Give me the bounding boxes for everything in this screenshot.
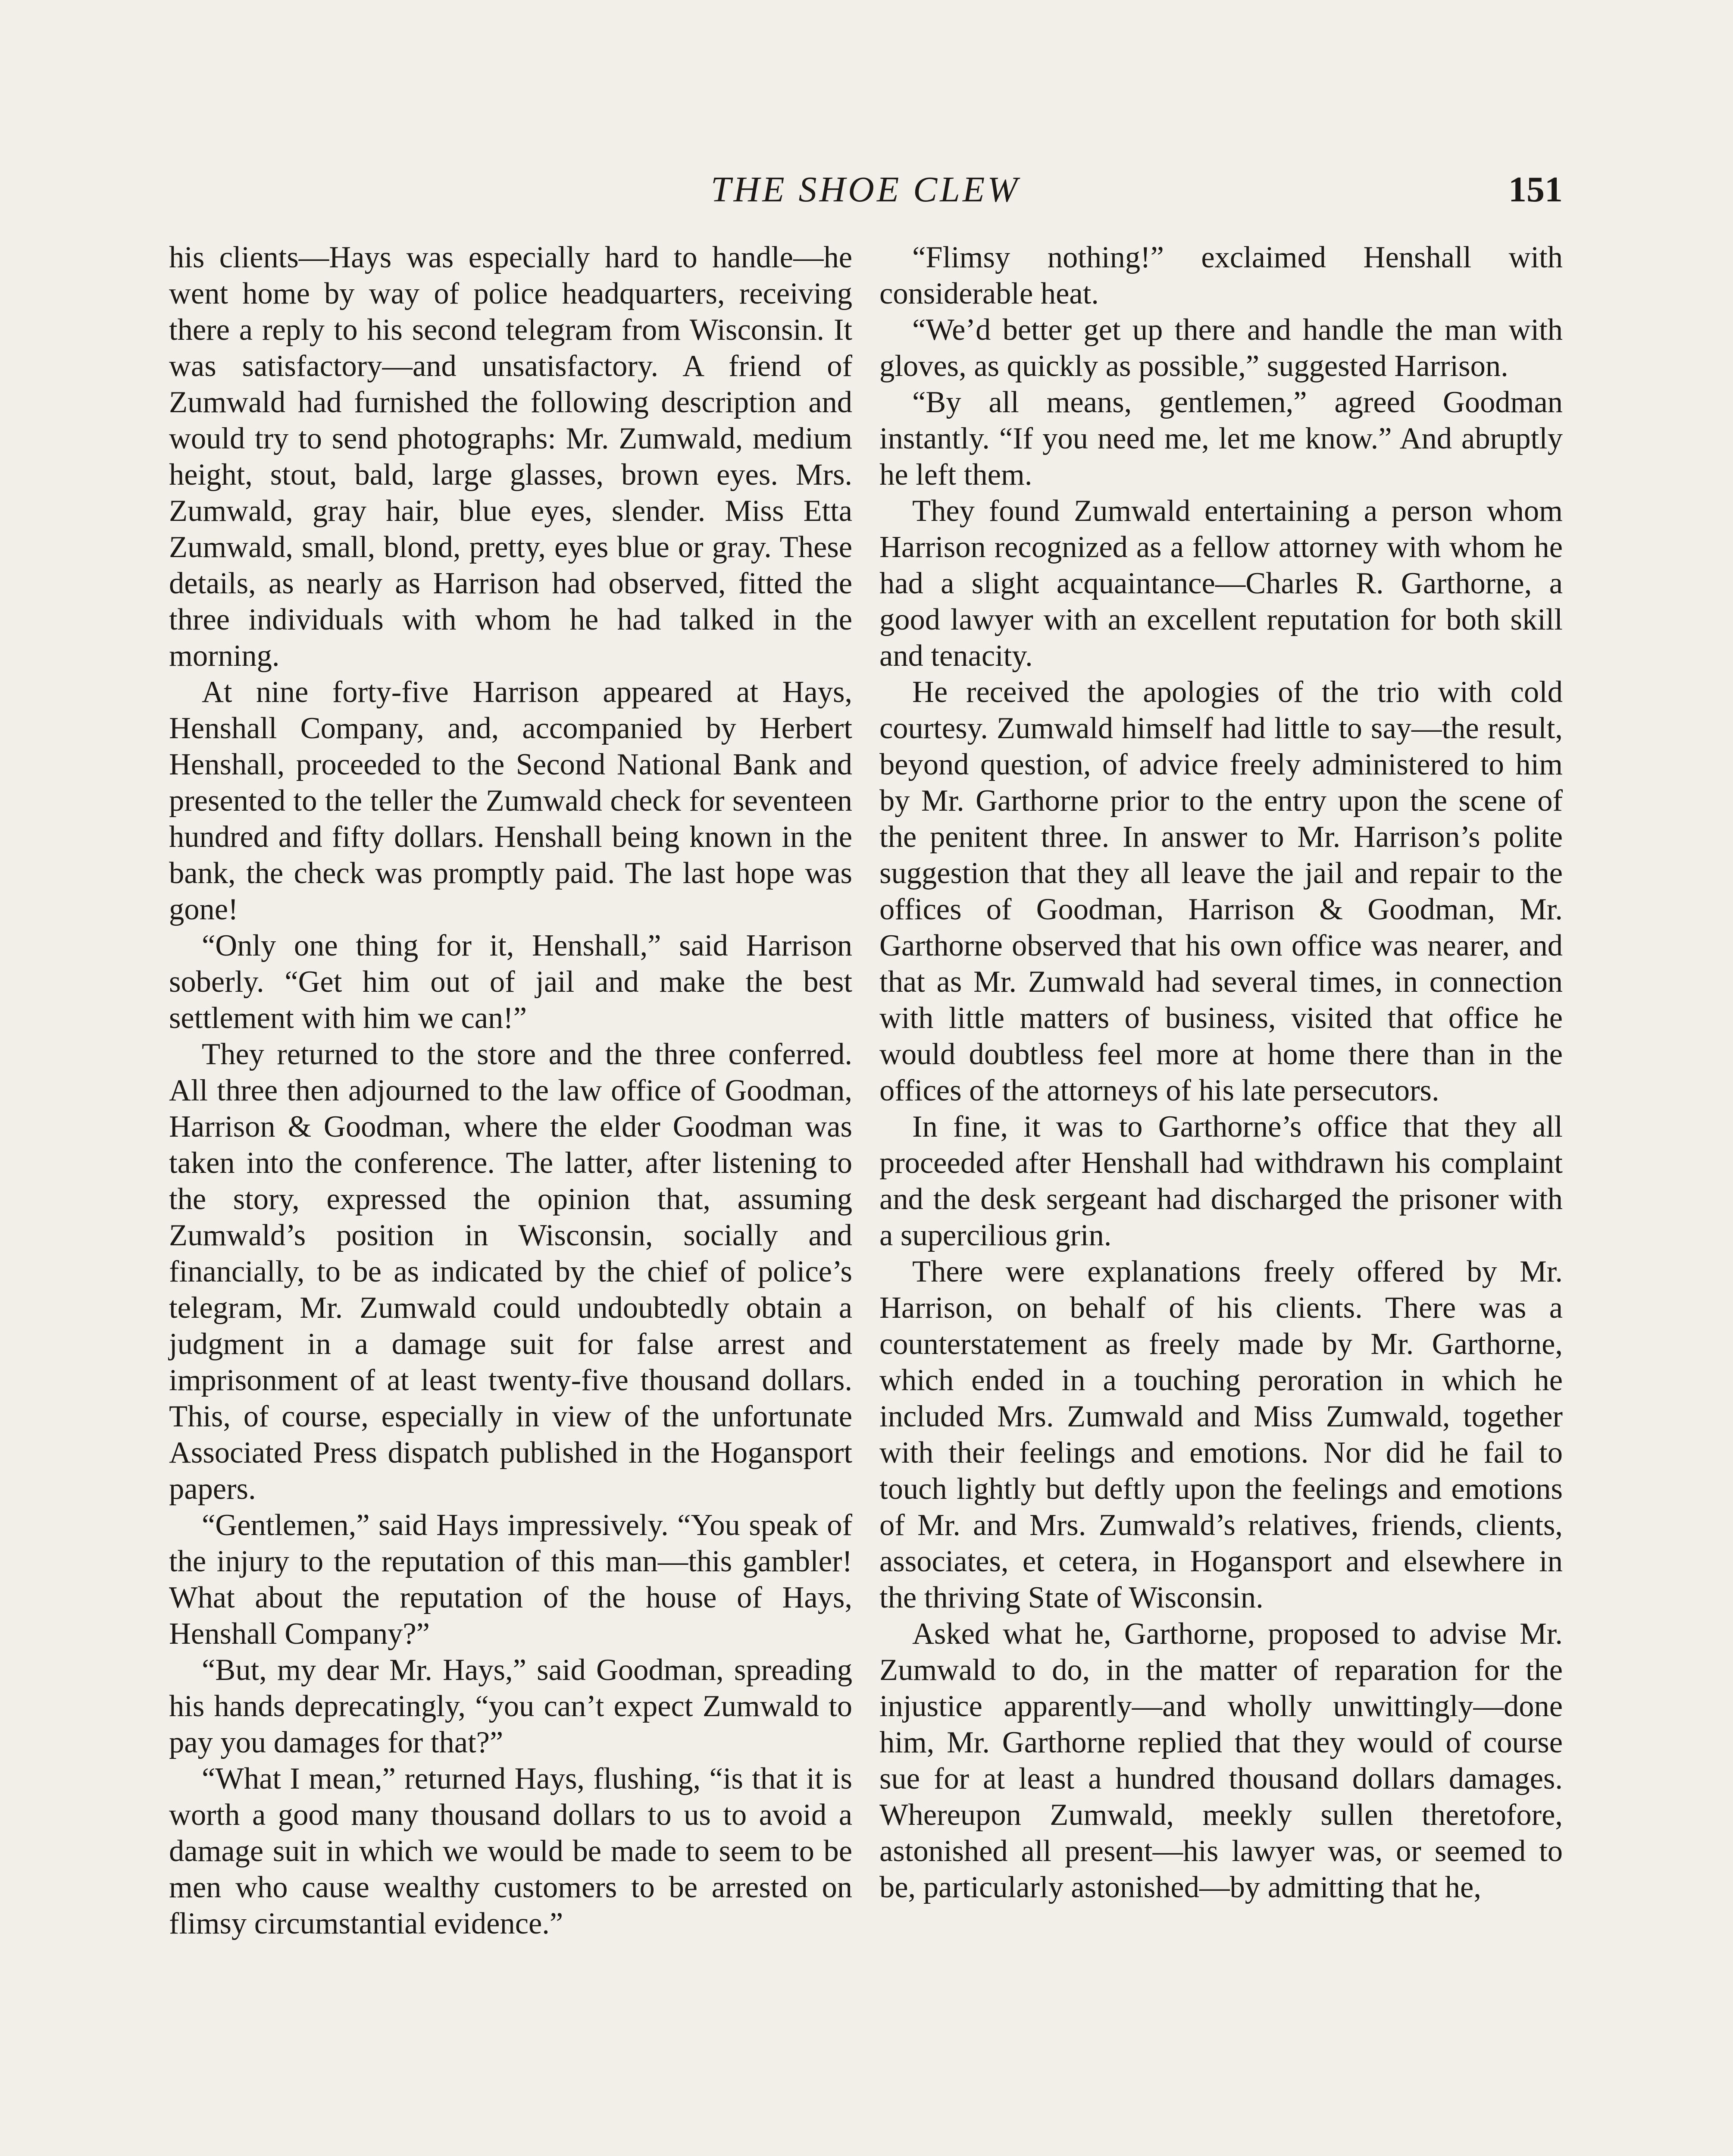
- paragraph: “Flimsy nothing!” exclaimed Henshall with considerable heat.: [879, 241, 1563, 310]
- paragraph: He received the apologies of the trio with cold courtesy. Zumwald himself had little to say—the result, beyond question, of advice freely administered to him by Mr. Garthorne prior to the entry upon the scene of the penitent three. In answer to Mr. Harrison’s polite suggestion that they all leave the jail and repair to the offices of Goodman, Harrison & Goodman, Mr. Garthorne observed that his own office was nearer, and that as Mr. Zumwald had several times, in connection with little matters of business, visited that office he would doubtless feel more at home there than in the offices of the attorneys of his late persecutors.: [879, 675, 1563, 1107]
- paragraph: “But, my dear Mr. Hays,” said Goodman, spreading his hands deprecatingly, “you can’t expect Zumwald to pay you damages for that?”: [169, 1653, 852, 1759]
- paragraph: Asked what he, Garthorne, proposed to advise Mr. Zumwald to do, in the matter of reparation for the injustice apparently—and wholly unwittingly—done him, Mr. Garthorne replied that they would of course sue for at least a hundred thousand dollars damages. Whereupon Zumwald, meekly sullen theretofore, astonished all present—his lawyer was, or seemed to be, particularly astonished—by admitting that he,: [879, 1617, 1563, 1904]
- paragraph: “What I mean,” returned Hays, flushing, “is that it is worth a good many thousand dollars to us to avoid a damage suit in which we would be made to seem to be men who cause wealthy customers to be arrested on flimsy circumstantial evidence.”: [169, 1762, 852, 1940]
- paragraph: They found Zumwald entertaining a person whom Harrison recognized as a fellow attorney with whom he had a slight acquaintance—Charles R. Garthorne, a good lawyer with an excellent reputation for both skill and tenacity.: [879, 494, 1563, 673]
- paragraph: There were explanations freely offered by Mr. Harrison, on behalf of his clients. There was a counterstatement as freely made by Mr. Garthorne, which ended in a touching peroration in which he included Mrs. Zumwald and Miss Zumwald, together with their feelings and emotions. Nor did he fail to touch lightly but deftly upon the feelings and emotions of Mr. and Mrs. Zumwald’s relatives, friends, clients, associates, et cetera, in Hogansport and elsewhere in the thriving State of Wisconsin.: [879, 1255, 1563, 1614]
- paragraph: They returned to the store and the three conferred. All three then adjourned to the law office of Goodman, Harrison & Goodman, where the elder Goodman was taken into the conference. The latter, after listening to the story, expressed the opinion that, assuming Zumwald’s position in Wisconsin, socially and financially, to be as indicated by the chief of police’s telegram, Mr. Zumwald could undoubtedly obtain a judgment in a damage suit for false arrest and imprisonment of at least twenty-five thousand dollars. This, of course, especially in view of the unfortunate Associated Press dispatch published in the Hogansport papers.: [169, 1037, 852, 1506]
- right-column: [879, 239, 1563, 1905]
- paragraph: his clients—Hays was especially hard to handle—he went home by way of police headquarters, receiving there a reply to his second telegram from Wisconsin. It was satisfactory—and unsatisfactory. A friend of Zumwald had furnished the following description and would try to send photographs: Mr. Zumwald, medium height, stout, bald, large glasses, brown eyes. Mrs. Zumwald, gray hair, blue eyes, slender. Miss Etta Zumwald, small, blond, pretty, eyes blue or gray. These details, as nearly as Harrison had observed, fitted the three individuals with whom he had talked in the morning.: [169, 241, 852, 673]
- left-column: [169, 239, 852, 1942]
- running-title: THE SHOE CLEW: [710, 169, 1020, 210]
- paragraph: At nine forty-five Harrison appeared at Hays, Henshall Company, and, accompanied by Herbert Henshall, proceeded to the Second National Bank and presented to the teller the Zumwald check for seventeen hundred and fifty dollars. Henshall being known in the bank, the check was promptly paid. The last hope was gone!: [169, 675, 852, 926]
- paragraph: In fine, it was to Garthorne’s office that they all proceeded after Henshall had withdrawn his complaint and the desk sergeant had discharged the prisoner with a supercilious grin.: [879, 1110, 1563, 1252]
- page-header: [168, 164, 1563, 216]
- paragraph: “We’d better get up there and handle the man with gloves, as quickly as possible,” suggested Harrison.: [879, 313, 1563, 383]
- paragraph: “Only one thing for it, Henshall,” said Harrison soberly. “Get him out of jail and make the best settlement with him we can!”: [169, 929, 852, 1035]
- paragraph: “Gentlemen,” said Hays impressively. “You speak of the injury to the reputation of this man—this gambler! What about the reputation of the house of Hays, Henshall Company?”: [169, 1508, 852, 1651]
- paragraph: “By all means, gentlemen,” agreed Goodman instantly. “If you need me, let me know.” And abruptly he left them.: [879, 385, 1563, 492]
- page-number: 151: [1508, 169, 1563, 210]
